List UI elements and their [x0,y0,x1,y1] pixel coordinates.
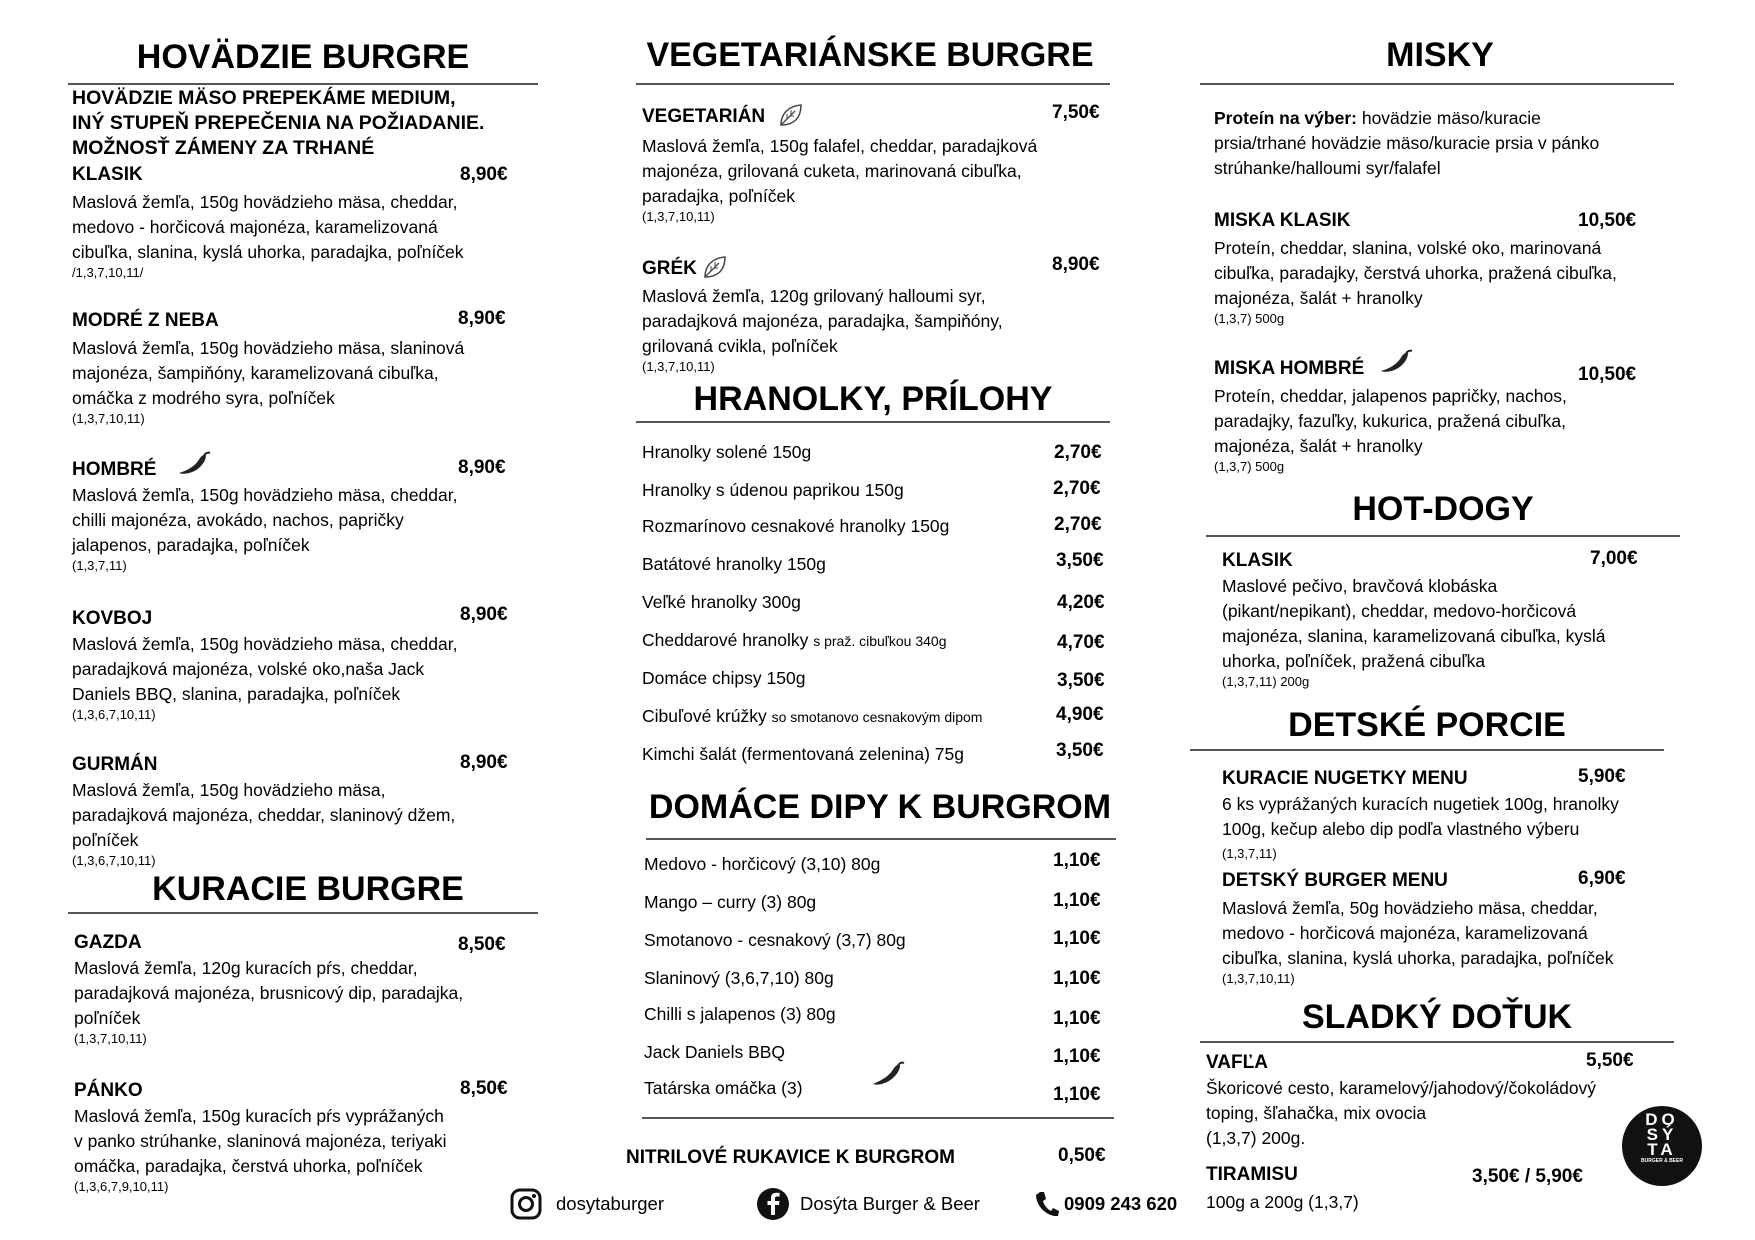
dip-item: Smotanovo - cesnakový (3,7) 80g [644,930,906,950]
dip-price: 1,10€ [1053,968,1101,989]
menu-item-description: Proteín, cheddar, jalapenos papričky, nachos, paradajky, fazuľky, kukurica, pražená cibuľka, majonéza, šalát + hranolky (1,3,7) 500g [1214,384,1704,475]
side-price: 3,50€ [1056,740,1104,761]
menu-item-name: MISKA KLASIK [1214,210,1351,231]
protein-choice: Proteín na výber: hovädzie mäso/kuracie prsia/trhané hovädzie mäso/kuracie prsia v pánko strúhanke/halloumi syr/falafel [1214,108,1600,178]
hotdogs-section-title: HOT-DOGY [1352,490,1534,528]
menu-item-price: 8,50€ [458,934,506,955]
veg-section-title: VEGETARIÁNSKE BURGRE [646,36,1094,74]
dessert-section-title: SLADKÝ DOŤUK [1301,998,1573,1036]
gloves-price: 0,50€ [1058,1145,1106,1166]
dip-item: Tatárska omáčka (3) [644,1078,803,1098]
beef-section-title: HOVÄDZIE BURGRE [136,38,470,76]
dip-price: 1,10€ [1053,1008,1101,1029]
dip-item: Mango – curry (3) 80g [644,892,817,912]
allergen-list: (1,3,6,7,10,11) [72,853,156,868]
side-price: 4,90€ [1056,704,1104,725]
dip-item: Jack Daniels BBQ [644,1042,786,1062]
side-price: 4,20€ [1057,592,1105,613]
menu-item-name: VAFĽA [1206,1052,1268,1073]
allergen-list: (1,3,7,10,11) [642,359,715,374]
side-item: Cheddarové hranolky s praž. cibuľkou 340g [642,630,947,650]
allergen-list: (1,3,7) 500g [1214,459,1285,474]
allergen-list: (1,3,7,11) 200g [1222,674,1310,689]
menu-item-description: Maslová žemľa, 150g falafel, cheddar, paradajková majonéza, grilovaná cuketa, marinovaná cibuľka, paradajka, poľníček (1,3,7,10,11) [642,134,1122,225]
menu-item-price: 5,90€ [1578,766,1626,787]
menu-item-price: 10,50€ [1578,364,1637,385]
side-item: Kimchi šalát (fermentovaná zelenina) 75g [642,744,964,764]
dip-item: Slaninový (3,6,7,10) 80g [644,968,834,988]
allergen-list: (1,3,7) 500g [1214,311,1285,326]
side-price: 4,70€ [1057,632,1105,653]
side-item: Rozmarínovo cesnakové hranolky 150g [642,516,950,536]
menu-item-name: HOMBRÉ [72,459,212,481]
menu-item-name: GRÉK [642,258,728,280]
allergen-list: (1,3,7,10,11) [72,411,145,426]
beef-title-rule [68,83,538,85]
menu-item-price: 8,90€ [458,457,506,478]
side-price: 3,50€ [1056,550,1104,571]
menu-item-price: 8,90€ [460,604,508,625]
dip-price: 1,10€ [1053,890,1101,911]
menu-item-name: KURACIE NUGETKY MENU [1222,768,1468,789]
instagram-icon [510,1188,542,1220]
chicken-title-rule [68,912,538,914]
menu-item-price: 8,50€ [460,1078,508,1099]
menu-item-name: GAZDA [74,932,142,953]
allergen-list: (1,3,6,7,9,10,11) [74,1179,169,1194]
menu-item-name: PÁNKO [74,1080,143,1101]
menu-item-description: Maslové pečivo, bravčová klobáska (pikant/nepikant), cheddar, medovo-horčicová majonéza, slanina, karamelizovaná cibuľka, kyslá uhorka, poľníček, pražená cibuľka (1,3,7,11) 200g [1222,574,1712,690]
menu-item-price: 8,90€ [1052,254,1100,275]
menu-item-price: 8,90€ [460,164,508,185]
menu-item-description: Maslová žemľa, 150g hovädzieho mäsa, paradajková majonéza, cheddar, slaninový džem, poľníček (1,3,6,7,10,11) [72,778,552,869]
bowls-section-title: MISKY [1386,36,1494,74]
menu-item-name: KLASIK [72,164,143,185]
allergen-list: (1,3,7,10,11) [1222,971,1295,986]
menu-item-price: 8,90€ [458,308,506,329]
phone-icon [1034,1190,1060,1218]
side-item: Domáce chipsy 150g [642,668,806,688]
phone-number[interactable]: 0909 243 620 [1064,1193,1178,1214]
menu-item-description: Maslová žemľa, 150g hovädzieho mäsa, cheddar, medovo - horčicová majonéza, karamelizovaná cibuľka, slanina, kyslá uhorka, paradajka, poľníček /1,3,7,10,11/ [72,190,552,281]
leaf-icon [702,254,728,280]
menu-item-price: 3,50€ / 5,90€ [1472,1166,1583,1187]
menu-item-name: TIRAMISU [1206,1164,1298,1185]
side-item: Veľké hranolky 300g [642,592,801,612]
menu-item-name: DETSKÝ BURGER MENU [1222,870,1448,891]
menu-item-description: Maslová žemľa, 50g hovädzieho mäsa, cheddar, medovo - horčicová majonéza, karamelizovaná cibuľka, slanina, kyslá uhorka, paradajka, poľníček (1,3,7,10,11) [1222,896,1712,987]
menu-item-description: 6 ks vyprážaných kuracích nugetiek 100g, hranolky 100g, kečup alebo dip podľa vlastného výberu (1,3,7,11) [1222,792,1712,862]
allergen-list: (1,3,6,7,10,11) [72,707,156,722]
menu-item-description: Maslová žemľa, 120g grilovaný halloumi syr, paradajková majonéza, paradajka, šampiňóny, grilovaná cvikla, poľníček (1,3,7,10,11) [642,284,1122,375]
facebook-icon [756,1187,790,1221]
brand-logo: DO SÝ TA BURGER & BEER [1622,1106,1702,1186]
dips-title-rule [646,838,1116,840]
kids-title-rule [1190,749,1664,751]
allergen-list: /1,3,7,10,11/ [72,265,144,280]
beef-note: HOVÄDZIE MÄSO PREPEKÁME MEDIUM, INÝ STUPEŇ PREPEČENIA NA POŽIADANIE. MOŽNOSŤ ZÁMENY ZA TRHANÉ [72,87,485,159]
dip-price: 1,10€ [1053,1046,1101,1067]
facebook-page[interactable]: Dosýta Burger & Beer [800,1193,980,1214]
menu-item-price: 7,50€ [1052,102,1100,123]
menu-item-name: KOVBOJ [72,608,153,629]
menu-item-name: VEGETARIÁN [642,106,804,128]
menu-item-name: KLASIK [1222,550,1293,571]
dip-item: Medovo - horčicový (3,10) 80g [644,854,881,874]
sides-section-title: HRANOLKY, PRÍLOHY [693,380,1053,418]
menu-item-description: Škoricové cesto, karamelový/jahodový/čokoládový toping, šľahačka, mix ovocia (1,3,7) 200g. [1206,1078,1597,1148]
menu-item-description: Proteín, cheddar, slanina, volské oko, marinovaná cibuľka, paradajky, čerstvá uhorka, pražená cibuľka, majonéza, šalát + hranolky (1,3,7) 500g [1214,236,1704,327]
hotdogs-title-rule [1206,535,1680,537]
menu-item-name: GURMÁN [72,754,158,775]
menu-item-price: 7,00€ [1590,548,1638,569]
kids-section-title: DETSKÉ PORCIE [1288,706,1566,744]
menu-item-name: MODRÉ Z NEBA [72,310,219,331]
menu-item-description: Maslová žemľa, 150g hovädzieho mäsa, slaninová majonéza, šampiňóny, karamelizovaná cibuľka, omáčka z modrého syra, poľníček (1,3,7,10,11) [72,336,552,427]
dip-price: 1,10€ [1053,1084,1101,1105]
side-price: 2,70€ [1054,514,1102,535]
dips-section-title: DOMÁCE DIPY K BURGROM [648,788,1112,826]
chili-icon [176,451,212,479]
dip-item: Chilli s jalapenos (3) 80g [644,1004,836,1024]
allergen-list: (1,3,7,10,11) [74,1031,147,1046]
side-price: 2,70€ [1053,478,1101,499]
allergen-list: (1,3,7,11) [1222,846,1277,861]
menu-item-description: Maslová žemľa, 150g hovädzieho mäsa, cheddar, paradajková majonéza, volské oko,naša Jack Daniels BBQ, slanina, paradajka, poľníček (1,3,6,7,10,11) [72,632,552,723]
dip-price: 1,10€ [1053,850,1101,871]
bowls-title-rule [1200,83,1674,85]
menu-item-name: MISKA HOMBRÉ [1214,358,1414,380]
instagram-handle[interactable]: dosytaburger [556,1193,664,1214]
side-price: 3,50€ [1057,670,1105,691]
menu-item-price: 10,50€ [1578,210,1637,231]
chicken-section-title: KURACIE BURGRE [152,870,464,908]
veg-title-rule [636,83,1110,85]
side-item: Hranolky s údenou paprikou 150g [642,480,904,500]
menu-item-description: Maslová žemľa, 150g kuracích pŕs vyprážaných v panko strúhanke, slaninová majonéza, teriyaki omáčka, paradajka, čerstvá uhorka, poľníček (1,3,6,7,9,10,11) [74,1104,554,1195]
dip-price: 1,10€ [1053,928,1101,949]
menu-item-description: 100g a 200g (1,3,7) [1206,1192,1359,1212]
sides-title-rule [636,421,1110,423]
chili-icon [1378,349,1414,377]
menu-item-price: 5,50€ [1586,1050,1634,1071]
menu-item-price: 6,90€ [1578,868,1626,889]
menu-item-description: Maslová žemľa, 120g kuracích pŕs, cheddar, paradajková majonéza, brusnicový dip, paradajka, poľníček (1,3,7,10,11) [74,956,554,1047]
allergen-list: (1,3,7,11) [72,558,127,573]
leaf-icon [778,102,804,128]
dessert-title-rule [1200,1041,1674,1043]
side-item: Batátové hranolky 150g [642,554,826,574]
allergen-list: (1,3,7,10,11) [642,209,715,224]
menu-item-description: Maslová žemľa, 150g hovädzieho mäsa, cheddar, chilli majonéza, avokádo, nachos, papričky jalapenos, paradajka, poľníček (1,3,7,11) [72,483,552,574]
gloves-label: NITRILOVÉ RUKAVICE K BURGROM [626,1147,955,1168]
menu-item-price: 8,90€ [460,752,508,773]
side-item: Cibuľové krúžky so smotanovo cesnakovým dipom [642,706,983,726]
side-price: 2,70€ [1054,442,1102,463]
side-item: Hranolky solené 150g [642,442,812,462]
dips-bottom-rule [642,1117,1114,1119]
chili-icon [870,1060,906,1090]
